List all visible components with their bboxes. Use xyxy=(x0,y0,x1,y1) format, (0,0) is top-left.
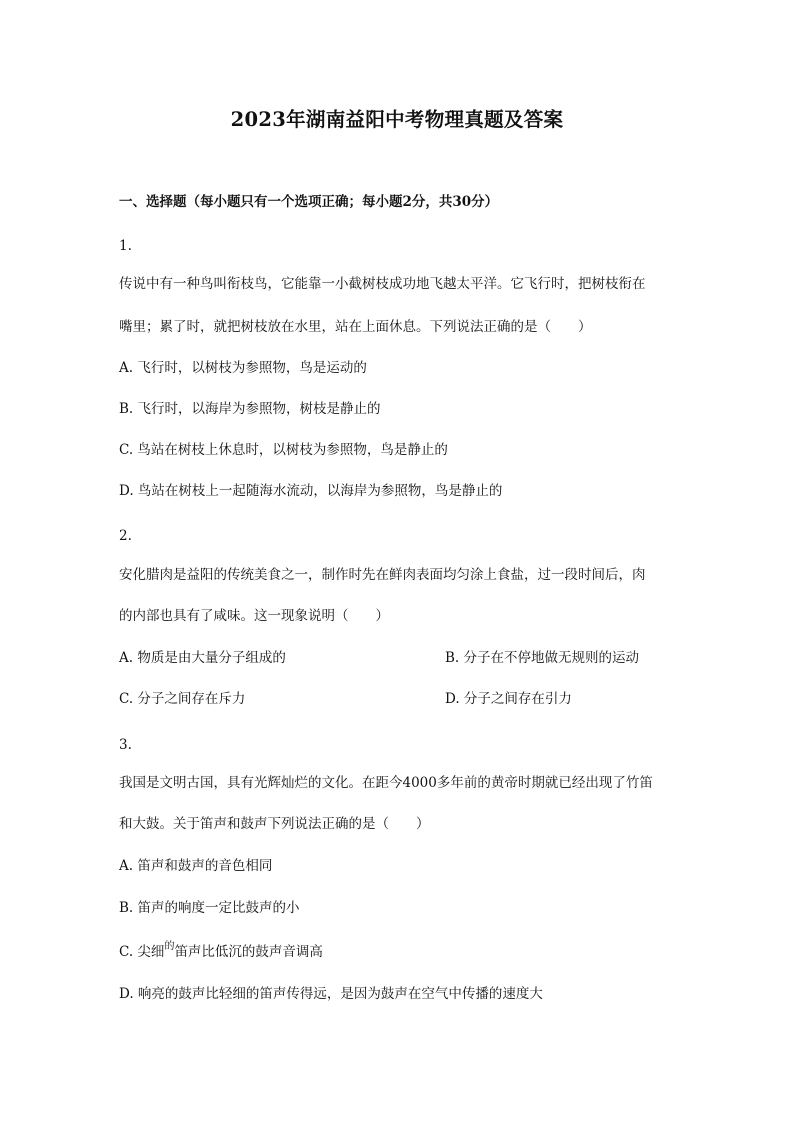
question-stem-line: 安化腊肉是益阳的传统美食之一，制作时先在鲜肉表面均匀涂上食盐，过一段时间后，肉 xyxy=(119,567,646,583)
answer-option: D. 分子之间存在引力 xyxy=(445,691,572,707)
answer-option: C. 分子之间存在斥力 xyxy=(119,691,246,707)
option-text: 笛声比低沉的鼓声音调高 xyxy=(174,944,323,960)
answer-option: A. 物质是由大量分子组成的 xyxy=(119,650,286,666)
answer-option: D. 响亮的鼓声比轻细的笛声传得远，是因为鼓声在空气中传播的速度大 xyxy=(119,986,543,1002)
question-number: 2. xyxy=(119,528,132,544)
answer-option: D. 鸟站在树枝上一起随海水流动，以海岸为参照物，鸟是静止的 xyxy=(119,483,503,499)
answer-option: A. 飞行时，以树枝为参照物，鸟是运动的 xyxy=(119,360,367,376)
question-stem-line: 传说中有一种鸟叫衔枝鸟，它能靠一小截树枝成功地飞越太平洋。它飞行时，把树枝衔在 xyxy=(119,276,646,292)
answer-option xyxy=(119,943,323,963)
question-stem-line: 和大鼓。关于笛声和鼓声下列说法正确的是（ ） xyxy=(119,816,430,832)
question-number: 3. xyxy=(119,737,132,753)
question-number: 1. xyxy=(119,238,132,254)
question-stem-line: 嘴里；累了时，就把树枝放在水里，站在上面休息。下列说法正确的是（ ） xyxy=(119,319,592,335)
section-heading: 一、选择题（每小题只有一个选项正确；每小题2分，共30分） xyxy=(119,194,499,210)
answer-option: B. 飞行时，以海岸为参照物，树枝是静止的 xyxy=(119,401,381,417)
question-stem-line: 我国是文明古国，具有光辉灿烂的文化。在距今4000多年前的黄帝时期就已经出现了竹笛 xyxy=(119,775,653,791)
answer-option: A. 笛声和鼓声的音色相同 xyxy=(119,858,273,874)
answer-option: B. 分子在不停地做无规则的运动 xyxy=(445,650,640,666)
option-superscript-text: 的 xyxy=(164,941,175,952)
question-stem-line: 的内部也具有了咸味。这一现象说明（ ） xyxy=(119,608,389,624)
page-title: 2023年湖南益阳中考物理真题及答案 xyxy=(230,108,564,131)
option-text: C. 尖细 xyxy=(119,944,165,960)
answer-option: B. 笛声的响度一定比鼓声的小 xyxy=(119,900,300,916)
answer-option: C. 鸟站在树枝上休息时，以树枝为参照物，鸟是静止的 xyxy=(119,442,448,458)
